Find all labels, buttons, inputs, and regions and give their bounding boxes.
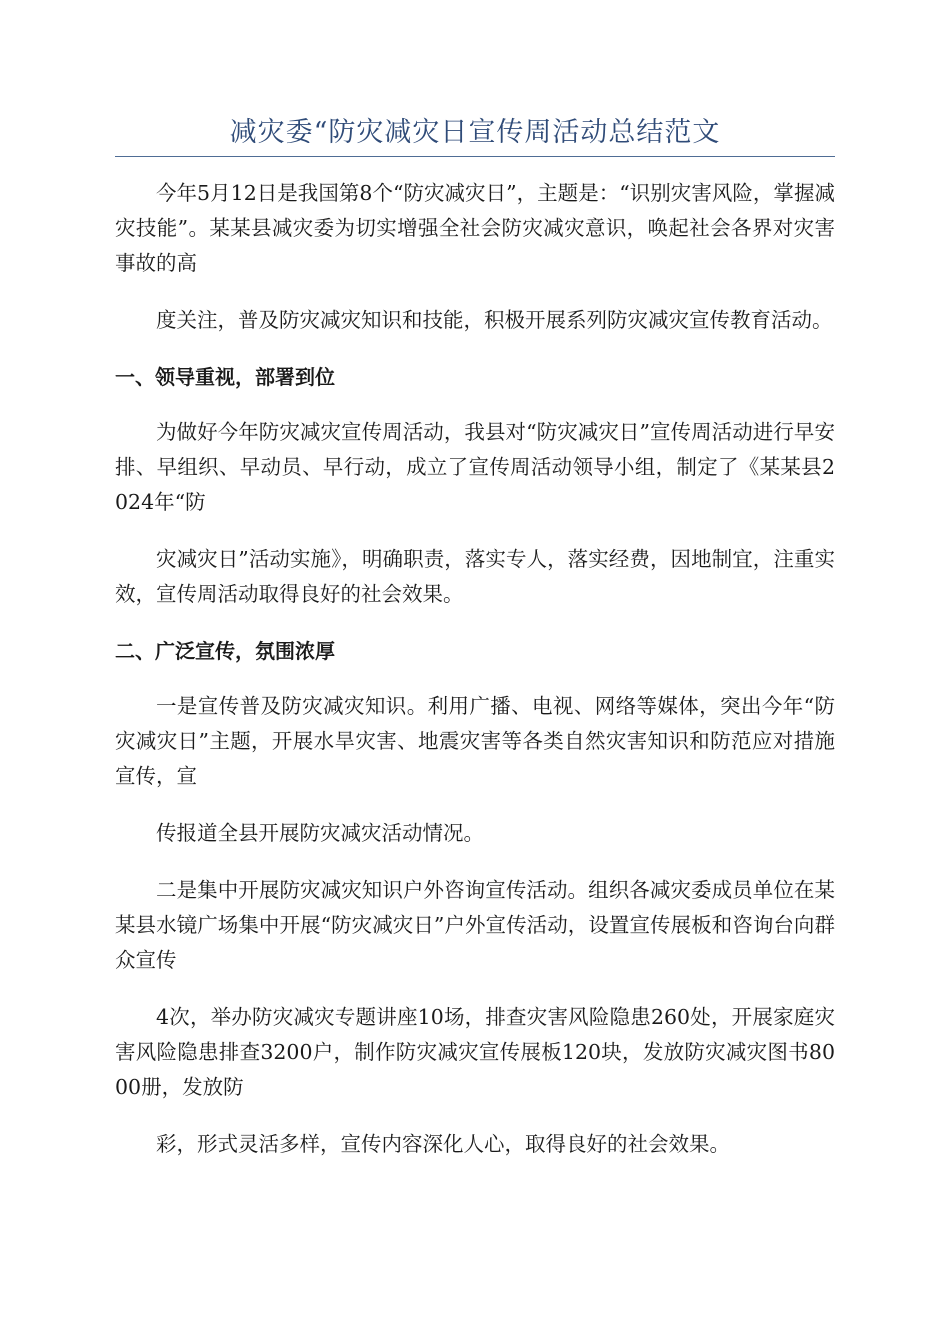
section-heading-2: 二、广泛宣传，氛围浓厚 <box>115 639 335 663</box>
paragraph-intro-cont: 度关注，普及防灾减灾知识和技能，积极开展系列防灾减灾宣传教育活动。 <box>156 308 833 332</box>
paragraph-section2-c: 二是集中开展防灾减灾知识户外咨询宣传活动。组织各减灾委成员单位在某某县水镜广场集中开展“防灾减灾日”户外宣传活动，设置宣传展板和咨询台向群众宣传 <box>115 878 835 972</box>
paragraph-section2-a: 一是宣传普及防灾减灾知识。利用广播、电视、网络等媒体，突出今年“防灾减灾日”主题，开展水旱灾害、地震灾害等各类自然灾害知识和防范应对措施宣传，宣 <box>115 694 835 788</box>
document-body <box>115 176 835 1184</box>
paragraph-section2-e: 彩，形式灵活多样，宣传内容深化人心，取得良好的社会效果。 <box>156 1132 730 1156</box>
title-block <box>115 110 835 157</box>
paragraph-section2-d: 4次，举办防灾减灾专题讲座10场，排查灾害风险隐患260处，开展家庭灾害风险隐患排查3200户，制作防灾减灾宣传展板120块，发放防灾减灾图书8000册，发放防 <box>115 1005 835 1099</box>
paragraph-section1-b: 灾减灾日”活动实施》，明确职责，落实专人，落实经费，因地制宜，注重实效，宣传周活动取得良好的社会效果。 <box>115 547 835 606</box>
paragraph-section2-b: 传报道全县开展防灾减灾活动情况。 <box>156 821 484 845</box>
section-heading-1: 一、领导重视，部署到位 <box>115 365 335 389</box>
paragraph-section1-a: 为做好今年防灾减灾宣传周活动，我县对“防灾减灾日”宣传周活动进行早安排、早组织、早动员、早行动，成立了宣传周活动领导小组，制定了《某某县2024年“防 <box>115 420 835 514</box>
document-title: 减灾委“防灾减灾日宣传周活动总结范文 <box>229 117 721 148</box>
paragraph-intro: 今年5月12日是我国第8个“防灾减灾日”，主题是：“识别灾害风险，掌握减灾技能”。某某县减灾委为切实增强全社会防灾减灾意识，唤起社会各界对灾害事故的高 <box>115 181 835 275</box>
